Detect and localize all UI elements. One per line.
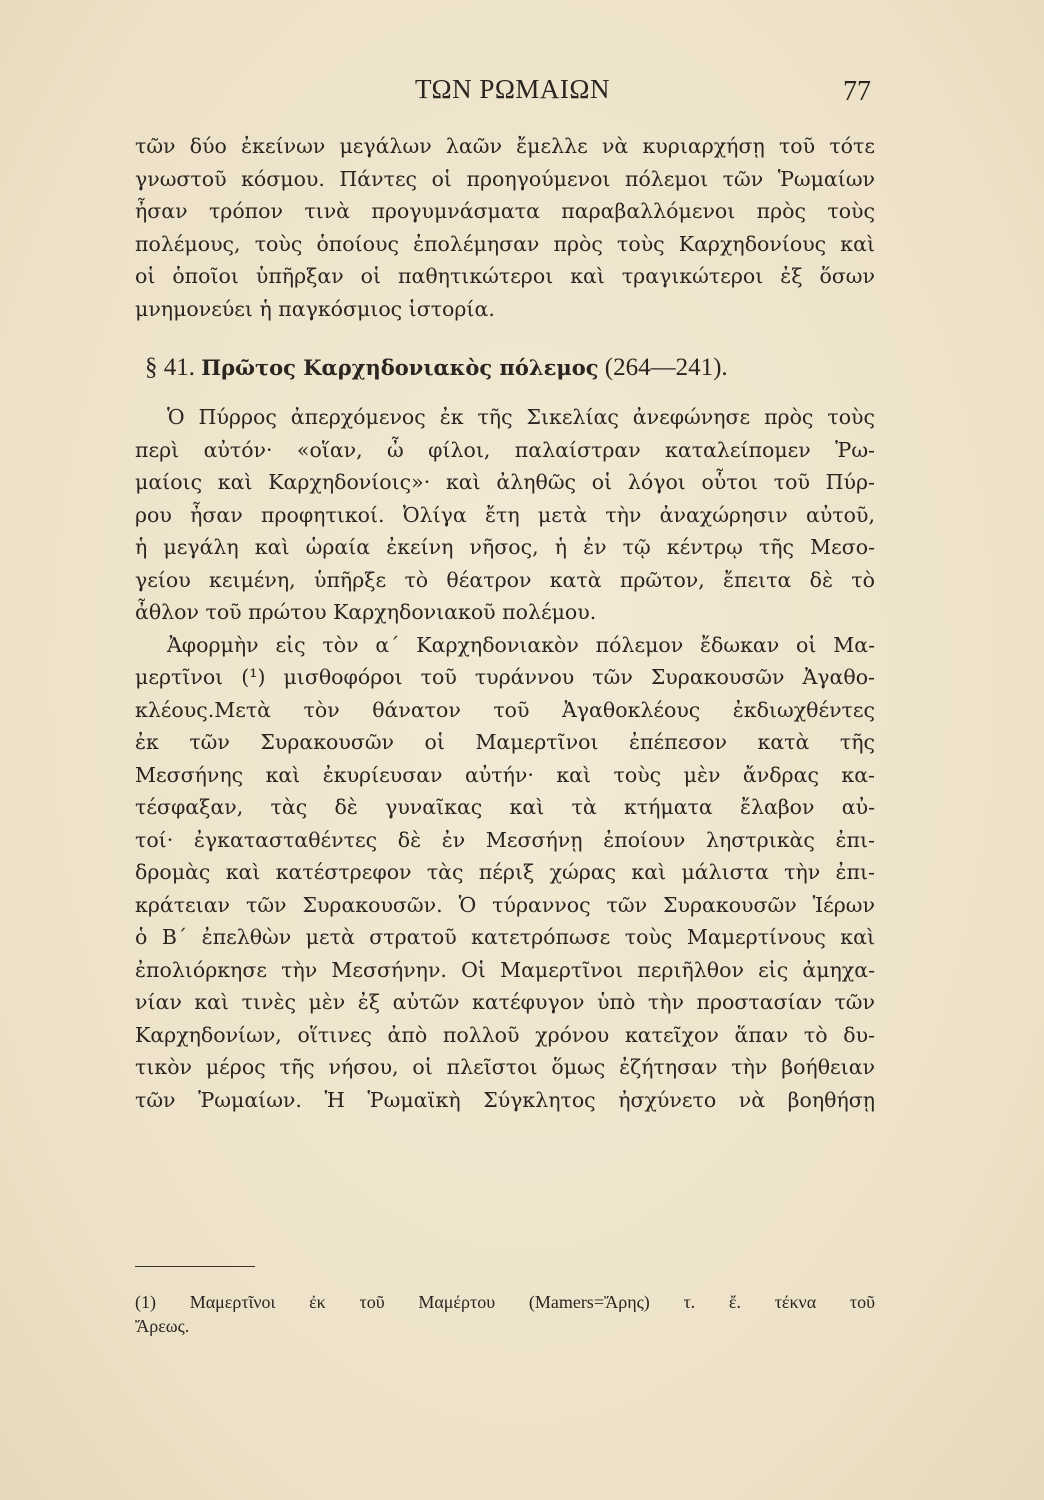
text-line: κράτειαν τῶν Συρακουσῶν. Ὁ τύραννος τῶν Συρακουσῶν Ἱέρων	[135, 892, 875, 917]
text-line: Καρχηδονίων, οἵτινες ἀπὸ πολλοῦ χρόνου κατεῖχον ἅπαν τὸ δυ-	[135, 1022, 875, 1047]
footnote-line: Ἄρεως.	[135, 1316, 190, 1336]
text-line: ἦσαν τρόπον τινὰ προγυμνάσματα παραβαλλόμενοι πρὸς τοὺς	[135, 199, 875, 223]
text-line: οἱ ὁποῖοι ὑπῆρξαν οἱ παθητικώτεροι καὶ τραγικώτεροι ἐξ ὅσων	[135, 264, 875, 288]
section-heading	[145, 345, 875, 391]
section-dates: (264—241).	[604, 354, 728, 381]
page-number: 77	[843, 76, 871, 107]
running-header	[0, 74, 1044, 114]
text-line: γείου κειμένη, ὑπῆρξε τὸ θέατρον κατὰ πρῶτον, ἔπειτα δὲ τὸ	[135, 567, 875, 592]
running-title: ΤΩΝ ΡΩΜΑΙΩΝ	[415, 74, 610, 104]
text-line: μαίοις καὶ Καρχηδονίοις»· καὶ ἀληθῶς οἱ λόγοι οὗτοι τοῦ Πύρ-	[135, 470, 875, 494]
body-text	[135, 130, 875, 1116]
text-line: μερτῖνοι (¹) μισθοφόροι τοῦ τυράννου τῶν Συρακουσῶν Ἀγαθο-	[135, 665, 875, 689]
text-line: τῶν Ῥωμαίων. Ἡ Ῥωμαϊκὴ Σύγκλητος ἠσχύνετο νὰ βοηθήσῃ	[135, 1087, 875, 1112]
footnote-line: (1) Μαμερτῖνοι ἐκ τοῦ Μαμέρτου (Mamers=Ἄρης) τ. ἔ. τέκνα τοῦ	[135, 1292, 875, 1312]
footnote	[135, 1290, 875, 1338]
text-line: τοί· ἐγκατασταθέντες δὲ ἐν Μεσσήνῃ ἐποίουν ληστρικὰς ἐπι-	[135, 827, 875, 852]
text-line: ἐπολιόρκησε τὴν Μεσσήνην. Οἱ Μαμερτῖνοι περιῆλθον εἰς ἀμηχα-	[135, 957, 875, 982]
text-line: μνημονεύει ἡ παγκόσμιος ἱστορία.	[135, 296, 495, 321]
text-line: ρου ἦσαν προφητικοί. Ὀλίγα ἔτη μετὰ τὴν ἀναχώρησιν αὐτοῦ,	[135, 502, 875, 527]
text-line: τῶν δύο ἐκείνων μεγάλων λαῶν ἔμελλε νὰ κυριαρχήσῃ τοῦ τότε	[135, 134, 875, 158]
text-line: πολέμους, τοὺς ὁποίους ἐπολέμησαν πρὸς τοὺς Καρχηδονίους καὶ	[135, 231, 875, 256]
text-line: ἆθλον τοῦ πρώτου Καρχηδονιακοῦ πολέμου.	[135, 600, 597, 624]
text-line: ὁ Β΄ ἐπελθὼν μετὰ στρατοῦ κατετρόπωσε τοὺς Μαμερτίνους καὶ	[135, 925, 875, 949]
text-line: περὶ αὐτόν· «οἵαν, ὦ φίλοι, παλαίστραν καταλείπομεν Ῥω-	[135, 437, 875, 462]
footnote-divider	[135, 1266, 255, 1267]
section-number: § 41.	[145, 354, 195, 381]
text-line: Ἀφορμὴν εἰς τὸν α΄ Καρχηδονιακὸν πόλεμον ἔδωκαν οἱ Μα-	[167, 632, 875, 657]
text-line: δρομὰς καὶ κατέστρεφον τὰς πέριξ χώρας καὶ μάλιστα τὴν ἐπι-	[135, 860, 875, 884]
text-line: Ὁ Πύρρος ἀπερχόμενος ἐκ τῆς Σικελίας ἀνεφώνησε πρὸς τοὺς	[167, 405, 875, 429]
text-line: τέσφαξαν, τὰς δὲ γυναῖκας καὶ τὰ κτήματα ἔλαβον αὐ-	[135, 795, 875, 819]
text-line: νίαν καὶ τινὲς μὲν ἐξ αὐτῶν κατέφυγον ὑπὸ τὴν προστασίαν τῶν	[135, 990, 875, 1014]
text-line: Μεσσήνης καὶ ἐκυρίευσαν αὐτήν· καὶ τοὺς μὲν ἄνδρας κα-	[135, 762, 875, 787]
text-line: ἡ μεγάλη καὶ ὡραία ἐκείνη νῆσος, ἡ ἐν τῷ κέντρῳ τῆς Μεσο-	[135, 535, 875, 559]
text-line: κλέους.Μετὰ τὸν θάνατον τοῦ Ἀγαθοκλέους ἐκδιωχθέντες	[135, 697, 875, 722]
text-line: γνωστοῦ κόσμου. Πάντες οἱ προηγούμενοι πόλεμοι τῶν Ῥωμαίων	[135, 166, 875, 191]
text-line: τικὸν μέρος τῆς νήσου, οἱ πλεῖστοι ὅμως ἐζήτησαν τὴν βοήθειαν	[135, 1055, 875, 1079]
section-title: Πρῶτος Καρχηδονιακὸς πόλεμος	[201, 355, 599, 380]
text-line: ἐκ τῶν Συρακουσῶν οἱ Μαμερτῖνοι ἐπέπεσον κατὰ τῆς	[135, 730, 875, 754]
